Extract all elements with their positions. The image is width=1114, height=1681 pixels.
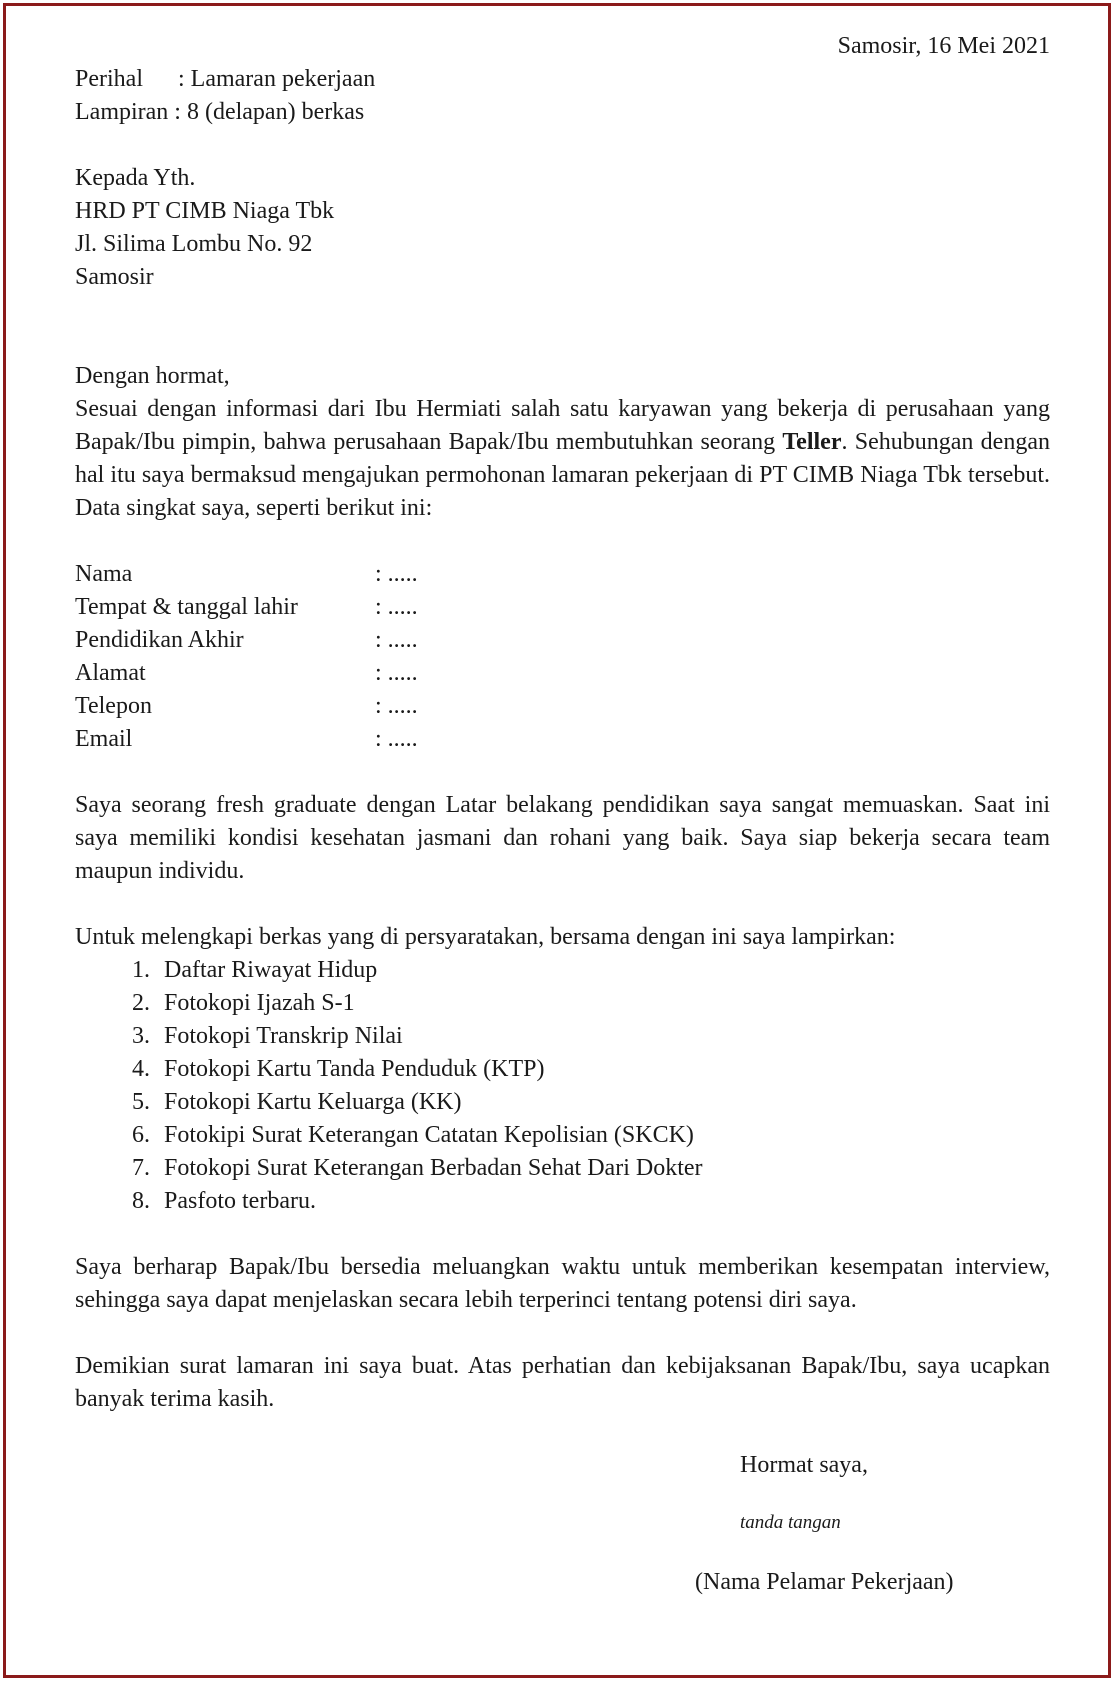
attachment-value: : 8 (delapan) berkas [174, 99, 365, 125]
list-item [75, 1152, 1050, 1185]
subject-value: : Lamaran pekerjaan [178, 66, 376, 92]
list-item [75, 987, 1050, 1020]
greeting: Dengan hormat, [75, 363, 230, 389]
interview-paragraph: Saya berharap Bapak/Ibu bersedia meluangkan waktu untuk memberikan kesempatan interview, sehingga saya dapat menjelaskan secara lebih terperinci tentang potensi diri saya. [75, 1254, 1050, 1313]
list-number: 3. [132, 1023, 150, 1049]
list-number: 5. [132, 1089, 150, 1115]
data-label: Alamat [75, 660, 146, 686]
list-number: 2. [132, 990, 150, 1016]
data-label: Nama [75, 561, 133, 587]
sign-off: Hormat saya, [740, 1452, 868, 1478]
intro-text-b: . Sehubungan dengan hal itu saya bermaksud mengajukan permohonan lamaran pekerjaan di PT CIMB Niaga Tbk tersebut. Data singkat saya, seperti berikut ini: [75, 429, 1050, 521]
list-item [75, 1020, 1050, 1053]
list-text: Fotokopi Ijazah S-1 [164, 990, 355, 1016]
position-title: Teller [782, 429, 842, 455]
attachment-line [75, 96, 1050, 129]
list-text: Fotokopi Kartu Keluarga (KK) [164, 1089, 462, 1115]
data-row-address [75, 657, 1050, 690]
data-value: : ..... [375, 561, 418, 587]
data-value: : ..... [375, 627, 418, 653]
data-value: : ..... [375, 660, 418, 686]
recipient-line: Kepada Yth. [75, 165, 196, 191]
list-text: Daftar Riwayat Hidup [164, 957, 378, 983]
list-text: Fotokipi Surat Keterangan Catatan Kepolisian (SKCK) [164, 1122, 694, 1148]
subject-label: Perihal [75, 66, 143, 92]
list-item [75, 1119, 1050, 1152]
list-text: Fotokopi Transkrip Nilai [164, 1023, 403, 1049]
list-number: 4. [132, 1056, 150, 1082]
data-label: Email [75, 726, 133, 752]
attachments-intro: Untuk melengkapi berkas yang di persyaratakan, bersama dengan ini saya lampirkan: [75, 924, 896, 950]
closing-paragraph: Demikian surat lamaran ini saya buat. Atas perhatian dan kebijaksanan Bapak/Ibu, saya ucapkan banyak terima kasih. [75, 1353, 1050, 1412]
profile-paragraph: Saya seorang fresh graduate dengan Latar belakang pendidikan saya sangat memuaskan. Saat ini saya memiliki kondisi kesehatan jasmani dan rohani yang baik. Saya siap bekerja secara team maupun individu. [75, 792, 1050, 884]
data-row-email [75, 723, 1050, 756]
list-text: Pasfoto terbaru. [164, 1188, 316, 1214]
list-number: 7. [132, 1155, 150, 1181]
list-number: 1. [132, 957, 150, 983]
list-item [75, 1053, 1050, 1086]
data-value: : ..... [375, 594, 418, 620]
list-number: 8. [132, 1188, 150, 1214]
recipient-line: Samosir [75, 264, 154, 290]
personal-data-list [75, 558, 1050, 756]
data-label: Telepon [75, 693, 152, 719]
attachment-label: Lampiran [75, 99, 169, 125]
list-item [75, 1086, 1050, 1119]
letter-document [75, 30, 1050, 1656]
data-value: : ..... [375, 693, 418, 719]
signature-placeholder: tanda tangan [740, 1512, 841, 1533]
data-label: Tempat & tanggal lahir [75, 594, 298, 620]
intro-paragraph [75, 393, 1050, 525]
letter-date: Samosir, 16 Mei 2021 [837, 33, 1050, 59]
list-text: Fotokopi Surat Keterangan Berbadan Sehat Dari Dokter [164, 1155, 703, 1181]
list-number: 6. [132, 1122, 150, 1148]
data-row-phone [75, 690, 1050, 723]
signature-area [75, 1416, 1050, 1656]
list-text: Fotokopi Kartu Tanda Penduduk (KTP) [164, 1056, 545, 1082]
attachment-list [75, 954, 1050, 1218]
recipient-block [75, 162, 1050, 294]
data-row-name [75, 558, 1050, 591]
intro-text-a: Sesuai dengan informasi dari Ibu Hermiati salah satu karyawan yang bekerja di perusahaan yang Bapak/Ibu pimpin, bahwa perusahaan Bapak/Ibu membutuhkan seorang [75, 396, 1050, 455]
recipient-line: Jl. Silima Lombu No. 92 [75, 231, 313, 257]
data-label: Pendidikan Akhir [75, 627, 244, 653]
data-value: : ..... [375, 726, 418, 752]
data-row-birth [75, 591, 1050, 624]
list-item [75, 1185, 1050, 1218]
recipient-line: HRD PT CIMB Niaga Tbk [75, 198, 335, 224]
subject-line [75, 63, 1050, 96]
list-item [75, 954, 1050, 987]
applicant-name: (Nama Pelamar Pekerjaan) [695, 1569, 954, 1595]
data-row-education [75, 624, 1050, 657]
